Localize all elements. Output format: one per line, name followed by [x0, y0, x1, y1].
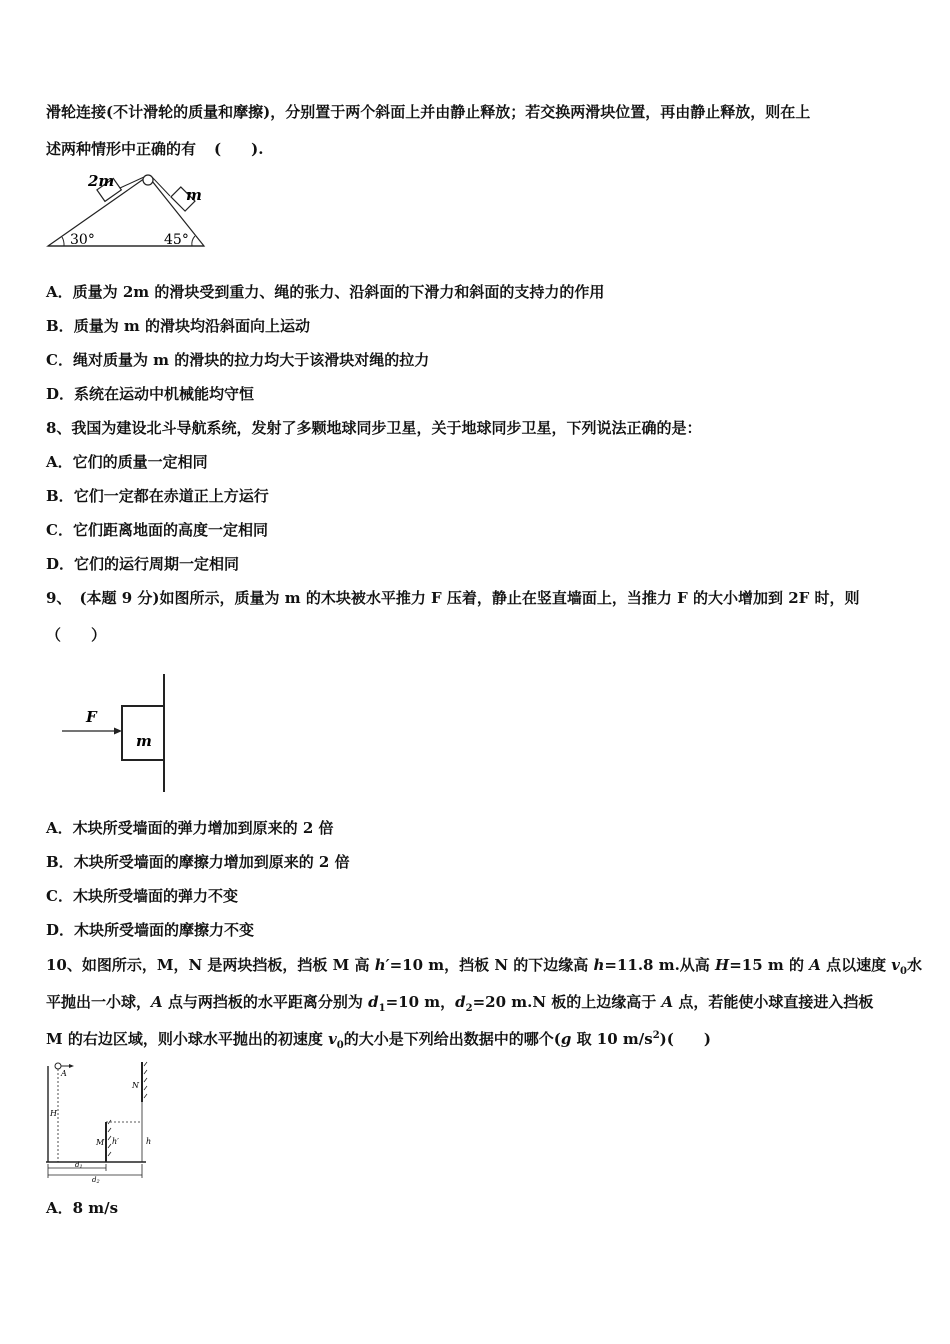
q7-label-m: m: [186, 186, 202, 204]
q7-stem-line2-text: 述两种情形中正确的有: [46, 140, 197, 158]
q10-stem-line3: M 的右边区域，则小球水平抛出的初速度 $v_0$的大小是下列给出数据中的哪个(g 取 10 $m/s^2$)( ): [46, 1030, 711, 1051]
q9-option-a: A．木块所受墙面的弹力增加到原来的 2 倍: [46, 819, 334, 837]
q7-option-b: B．质量为 m 的滑块均沿斜面向上运动: [46, 317, 311, 335]
q8-option-d: D．它们的运行周期一定相同: [46, 555, 240, 573]
q10-label-d1: d1: [75, 1161, 83, 1170]
q9-label-m: m: [136, 732, 152, 750]
q8-option-a: A．它们的质量一定相同: [46, 453, 208, 471]
q9-label-f: F: [86, 708, 97, 726]
q10-stem-line2: 平抛出一小球，A 点与两挡板的水平距离分别为 $d_1=10$ m，$d_2=20$ m.N 板的上边缘高于 A 点，若能使小球直接进入挡板: [46, 993, 874, 1014]
q10-label-m: M: [96, 1138, 105, 1147]
q7-stem-paren: ( ).: [214, 140, 264, 158]
q10-label-a: A: [61, 1069, 67, 1078]
q9-option-d: D．木块所受墙面的摩擦力不变: [46, 921, 255, 939]
q10-stem-line1: 10、如图所示，M，N 是两块挡板，挡板 M 高 h′=10 m，挡板 N 的下边缘高 h=11.8 m.从高 H=15 m 的 A 点以速度 $v_0$水: [46, 956, 922, 977]
q7-angle-30: 30°: [70, 232, 95, 248]
q7-incline-figure: [44, 170, 214, 250]
q7-option-c: C．绳对质量为 m 的滑块的拉力均大于该滑块对绳的拉力: [46, 351, 430, 369]
q10-label-h: h: [146, 1137, 152, 1146]
q10-label-n: N: [132, 1081, 139, 1090]
q7-option-d: D．系统在运动中机械能均守恒: [46, 385, 255, 403]
q9-wall-figure: [60, 672, 180, 796]
q10-label-d2: d2: [92, 1176, 100, 1185]
q10-label-hp: h′: [112, 1137, 119, 1146]
q7-angle-45: 45°: [164, 232, 189, 248]
q10-label-hh: H: [50, 1109, 57, 1118]
q7-stem-line2: [46, 139, 263, 159]
q7-option-a: A．质量为 2m 的滑块受到重力、绳的张力、沿斜面的下滑力和斜面的支持力的作用: [46, 283, 605, 301]
q8-option-c: C．它们距离地面的高度一定相同: [46, 521, 268, 539]
q9-option-b: B．木块所受墙面的摩擦力增加到原来的 2 倍: [46, 853, 350, 871]
q10-barrier-figure: [40, 1058, 160, 1185]
q10-option-a: A．8 m/s: [46, 1199, 119, 1217]
q9-option-c: C．木块所受墙面的弹力不变: [46, 887, 238, 905]
q7-stem-line1: 滑轮连接(不计滑轮的质量和摩擦)，分别置于两个斜面上并由静止释放；若交换两滑块位置，再由静止释放，则在上: [46, 103, 811, 121]
q8-stem: 8、我国为建设北斗导航系统，发射了多颗地球同步卫星，关于地球同步卫星，下列说法正确的是：: [46, 419, 702, 437]
q8-option-b: B．它们一定都在赤道正上方运行: [46, 487, 269, 505]
q7-pulley: [143, 175, 153, 185]
q9-stem-line1: 9、 (本题 9 分)如图所示，质量为 m 的木块被水平推力 F 压着，静止在竖直墙面上，当推力 F 的大小增加到 2F 时，则: [46, 589, 860, 607]
q9-stem-line2: （ ）: [46, 626, 107, 644]
q7-label-2m: 2m: [88, 172, 115, 190]
